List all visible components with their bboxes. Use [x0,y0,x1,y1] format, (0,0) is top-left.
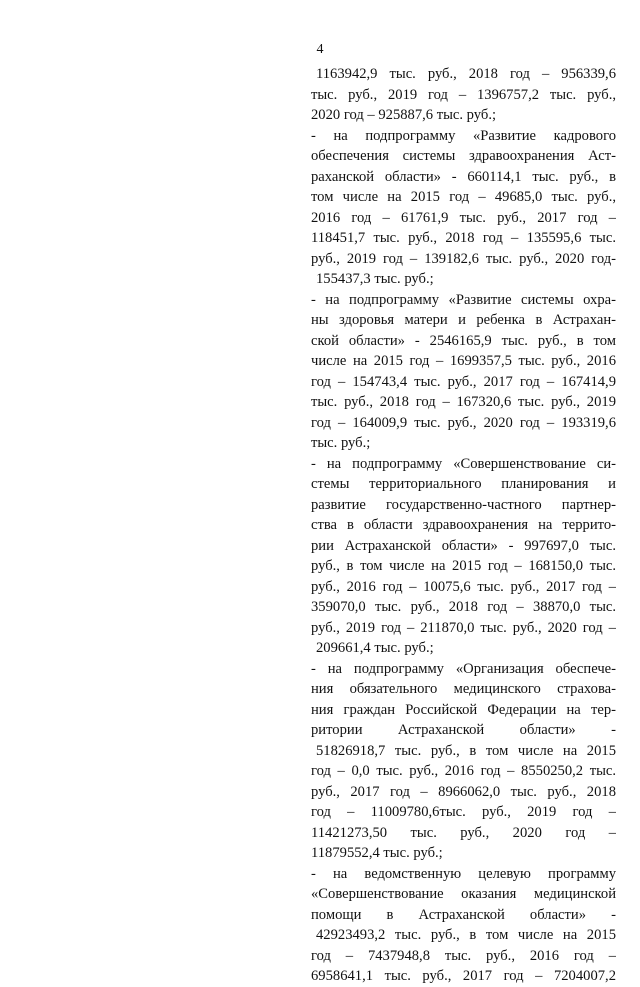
text-line: - на подпрограмму «Развитие системы охра- [311,291,616,308]
text-line: 359070,0 тыс. руб., 2018 год – 38870,0 тыс. [311,599,616,615]
text-line: 42923493,2 тыс. руб., в том числе на 2015 [316,927,616,943]
text-line: 1163942,9 тыс. руб., 2018 год – 956339,6 [316,66,616,82]
text-line: стемы территориального планирования и [311,476,616,492]
text-line: 11421273,50 тыс. руб., 2020 год – [311,824,616,841]
text-line: год – 7437948,8 тыс. руб., 2016 год – [311,947,616,964]
text-line: тыс. руб., 2018 год – 167320,6 тыс. руб., 2019 [311,394,616,410]
text-line: год – 164009,9 тыс. руб., 2020 год – 193319,6 [311,414,616,431]
text-line: 2020 год – 925887,6 тыс. руб.; [311,107,497,123]
text-line: раханской области» - 660114,1 тыс. руб., в [311,168,616,185]
text-line: год – 0,0 тыс. руб., 2016 год – 8550250,2 тыс. [311,763,616,779]
text-line: ства в области здравоохранения на террито- [311,517,616,533]
text-line: руб., в том числе на 2015 год – 168150,0 тыс. [311,558,616,574]
text-line: - на подпрограмму «Организация обеспече- [311,660,616,677]
text-line: руб., 2019 год – 211870,0 тыс. руб., 2020 год – [311,619,616,636]
text-line: руб., 2016 год – 10075,6 тыс. руб., 2017 год – [311,578,616,595]
text-column [311,64,616,987]
text-line: числе на 2015 год – 1699357,5 тыс. руб., 2016 [311,353,616,369]
text-line: - на подпрограмму «Совершенствование си- [311,455,616,472]
page-number: 4 [316,42,324,57]
text-line: «Совершенствование оказания медицинской [311,886,616,902]
text-line: - на подпрограмму «Развитие кадрового [311,127,616,144]
text-line: ния обязательного медицинского страхова- [311,681,616,697]
text-line: том числе на 2015 год – 49685,0 тыс. руб., [311,189,616,205]
text-line: год – 154743,4 тыс. руб., 2017 год – 167414,9 [311,373,616,390]
text-line: 209661,4 тыс. руб.; [316,640,434,656]
text-line: развитие государственно-частного партнер- [311,496,616,513]
text-line: ритории Астраханской области» - [311,722,616,738]
text-line: 2016 год – 61761,9 тыс. руб., 2017 год – [311,209,616,226]
text-line: помощи в Астраханской области» - [311,906,616,923]
text-line: 118451,7 тыс. руб., 2018 год – 135595,6 тыс. [311,230,616,246]
text-line: ния граждан Российской Федерации на тер- [311,701,616,718]
text-line: 11879552,4 тыс. руб.; [311,845,443,861]
text-line: тыс. руб., 2019 год – 1396757,2 тыс. руб., [311,86,616,103]
text-line: обеспечения системы здравоохранения Аст- [311,148,616,164]
text-line: тыс. руб.; [311,435,371,451]
text-line: рии Астраханской области» - 997697,0 тыс. [311,537,616,554]
text-line: руб., 2017 год – 8966062,0 тыс. руб., 2018 [311,783,616,800]
text-line: руб., 2019 год – 139182,6 тыс. руб., 2020 год- [311,250,616,267]
text-line: 6958641,1 тыс. руб., 2017 год – 7204007,2 [311,968,616,984]
text-line: - на ведомственную целевую программу [311,865,616,882]
text-line: год – 11009780,6тыс. руб., 2019 год – [311,804,616,820]
text-line: 155437,3 тыс. руб.; [316,271,434,287]
text-line: ской области» - 2546165,9 тыс. руб., в том [311,332,616,349]
text-line: 51826918,7 тыс. руб., в том числе на 2015 [316,742,616,759]
text-line: ны здоровья матери и ребенка в Астрахан- [311,312,616,328]
